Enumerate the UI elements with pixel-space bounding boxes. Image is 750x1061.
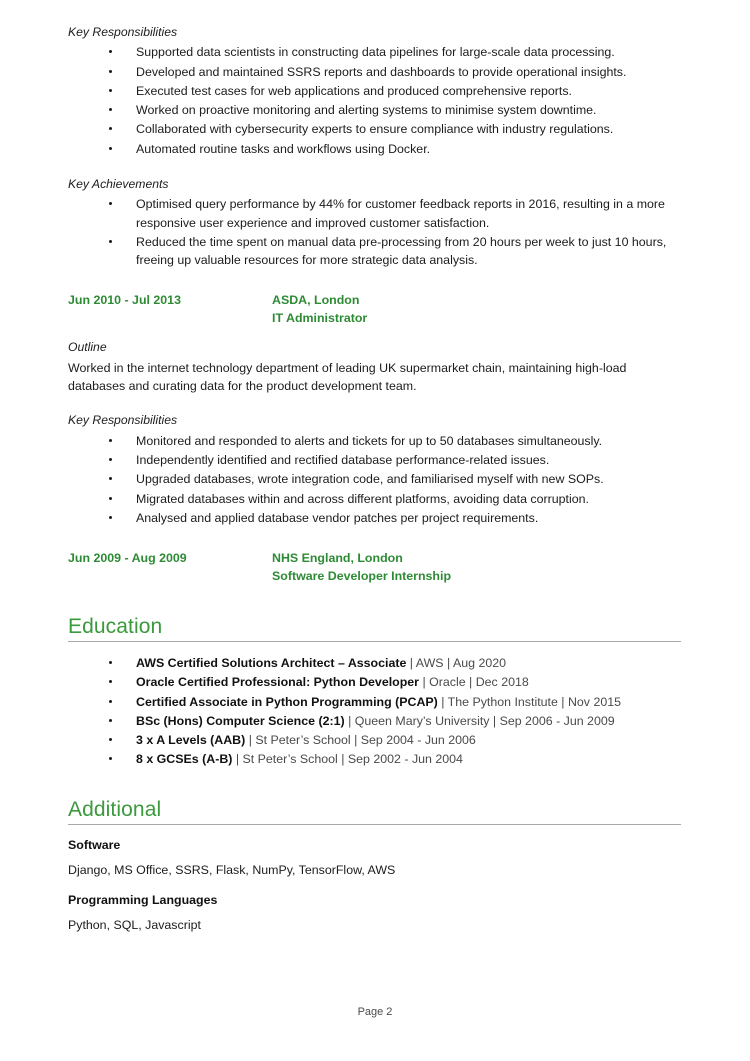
key-responsibilities-list [68, 432, 681, 527]
spacer [68, 528, 681, 550]
programming-languages-label: Programming Languages [68, 893, 218, 908]
key-responsibilities-list [68, 43, 681, 157]
spacer [68, 270, 681, 292]
list-item: Supported data scientists in constructing data pipelines for large-scale data processing. [68, 43, 681, 61]
job-entry-asda [68, 292, 681, 527]
education-details: | St Peter’s School | Sep 2004 - Jun 2006 [245, 733, 476, 748]
software-list: Django, MS Office, SSRS, Flask, NumPy, TensorFlow, AWS [68, 862, 396, 877]
education-details: | AWS | Aug 2020 [406, 656, 507, 671]
list-item: Developed and maintained SSRS reports and dashboards to provide operational insights. [68, 63, 681, 81]
list-item: Upgraded databases, wrote integration code, and familiarised myself with new SOPs. [68, 470, 681, 488]
education-qualification: Certified Associate in Python Programming (PCAP) [136, 694, 438, 709]
job-company-and-title [272, 292, 367, 328]
list-item [68, 750, 681, 768]
page-footer [0, 1006, 750, 1018]
list-item [68, 654, 681, 672]
job-company: NHS England, London [272, 551, 403, 566]
list-item [68, 712, 681, 730]
role-continued-achievements-block [68, 176, 681, 269]
list-item: Migrated databases within and across different platforms, avoiding data corruption. [68, 490, 681, 508]
education-section [68, 614, 681, 769]
list-item [68, 673, 681, 691]
list-item [68, 693, 681, 711]
role-continued-responsibilities-block [68, 24, 681, 158]
education-qualification: 3 x A Levels (AAB) [136, 733, 246, 748]
education-details: | Queen Mary’s University | Sep 2006 - Jun 2009 [344, 713, 615, 728]
key-achievements-label: Key Achievements [68, 176, 169, 191]
job-title: IT Administrator [272, 311, 368, 326]
key-achievements-list [68, 195, 681, 269]
education-list [68, 654, 681, 768]
list-item: Monitored and responded to alerts and tickets for up to 50 databases simultaneously. [68, 432, 681, 450]
spacer [68, 328, 681, 339]
education-details: | Oracle | Dec 2018 [419, 675, 529, 690]
list-item: Reduced the time spent on manual data pre-processing from 20 hours per week to just 10 hours, freeing up valuable resources for more strategic data analysis. [68, 233, 681, 269]
list-item: Executed test cases for web applications and produced comprehensive reports. [68, 82, 681, 100]
software-label: Software [68, 837, 121, 852]
key-responsibilities-label: Key Responsibilities [68, 413, 178, 428]
education-details: | St Peter’s School | Sep 2002 - Jun 2004 [232, 752, 463, 767]
job-entry-nhs [68, 550, 681, 586]
section-heading-education: Education [68, 615, 163, 639]
spacer [68, 395, 681, 412]
spacer [68, 159, 681, 176]
list-item: Automated routine tasks and workflows using Docker. [68, 140, 681, 158]
job-company: ASDA, London [272, 293, 360, 308]
education-qualification: 8 x GCSEs (A-B) [136, 752, 233, 767]
education-details: | The Python Institute | Nov 2015 [437, 694, 622, 709]
job-header [68, 550, 681, 586]
job-dates: Jun 2009 - Aug 2009 [68, 551, 187, 566]
programming-languages-list: Python, SQL, Javascript [68, 918, 201, 933]
list-item: Independently identified and rectified database performance-related issues. [68, 451, 681, 469]
education-qualification: Oracle Certified Professional: Python Developer [136, 675, 420, 690]
section-divider [68, 641, 681, 642]
job-title: Software Developer Internship [272, 569, 452, 584]
education-qualification: AWS Certified Solutions Architect – Associate [136, 656, 407, 671]
additional-section [68, 797, 681, 935]
page-number: Page 2 [357, 1006, 393, 1018]
outline-label: Outline [68, 340, 107, 355]
section-heading-additional: Additional [68, 797, 162, 821]
section-divider [68, 824, 681, 825]
key-responsibilities-label: Key Responsibilities [68, 25, 178, 39]
list-item: Optimised query performance by 44% for customer feedback reports in 2016, resulting in a more responsive user experience and improved customer satisfaction. [68, 195, 681, 231]
list-item [68, 731, 681, 749]
job-header [68, 292, 681, 328]
list-item: Analysed and applied database vendor patches per project requirements. [68, 509, 681, 527]
list-item: Worked on proactive monitoring and alerting systems to minimise system downtime. [68, 101, 681, 119]
education-qualification: BSc (Hons) Computer Science (2:1) [136, 713, 345, 728]
job-dates: Jun 2010 - Jul 2013 [68, 293, 181, 308]
job-company-and-title [272, 550, 451, 586]
list-item: Collaborated with cybersecurity experts to ensure compliance with industry regulations. [68, 120, 681, 138]
outline-text: Worked in the internet technology department of leading UK supermarket chain, maintaining high-load databases and curating data for the product development team. [68, 360, 627, 394]
